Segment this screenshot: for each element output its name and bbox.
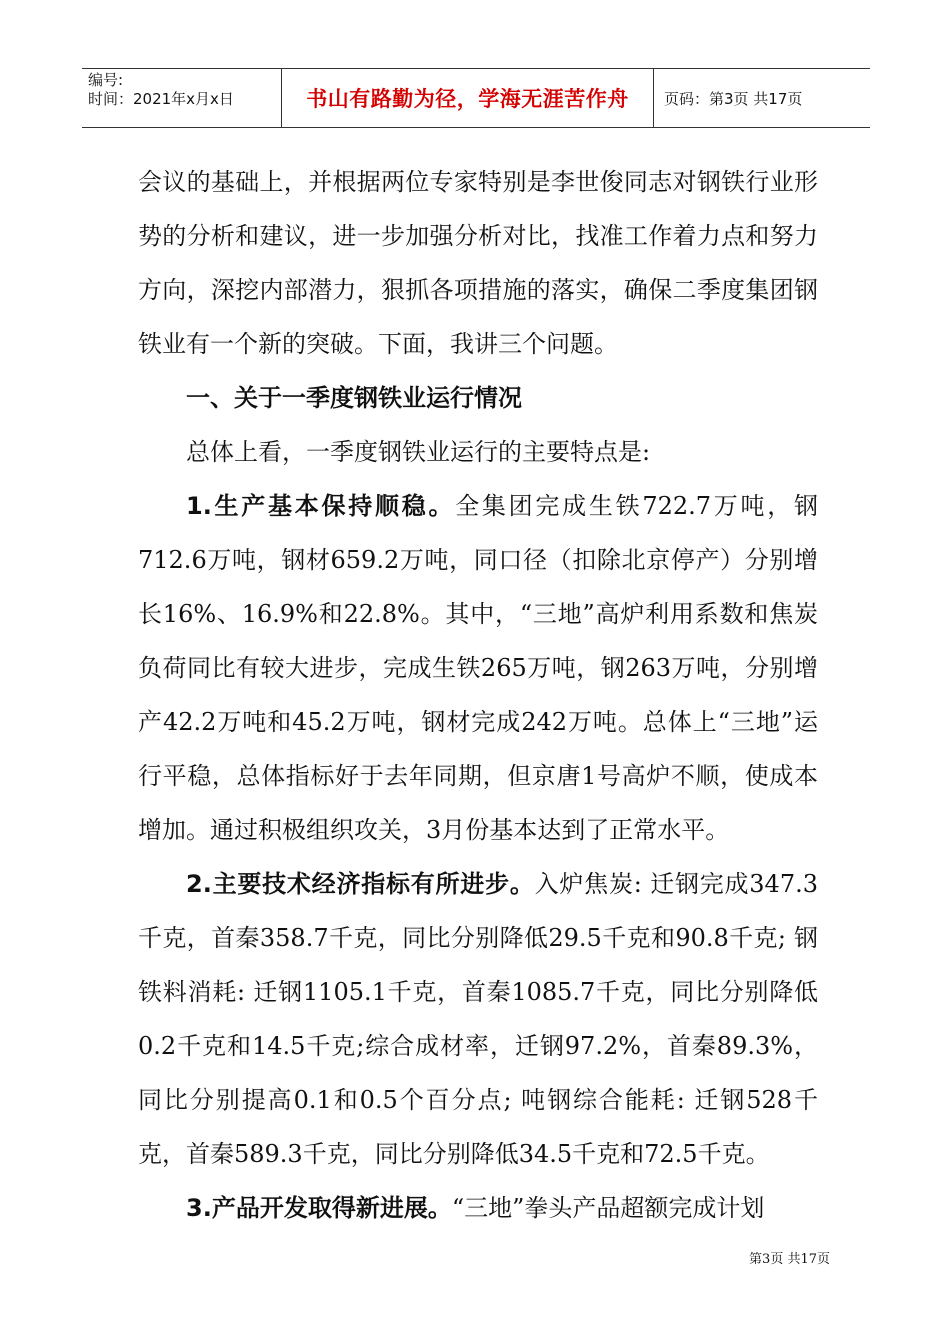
header-page-info: 页码：第3页 共17页 <box>664 89 803 108</box>
header-meta <box>82 69 282 127</box>
item-1-lead: 1.生产基本保持顺稳。 <box>186 492 456 520</box>
summary-paragraph: 总体上看，一季度钢铁业运行的主要特点是: <box>186 438 651 466</box>
header-motto: 书山有路勤为径，学海无涯苦作舟 <box>282 69 654 127</box>
item-1-paragraph <box>138 479 818 857</box>
item-3-lead: 3.产品开发取得新进展。 <box>186 1194 452 1222</box>
item-2-text: 入炉焦炭: 迁钢完成347.3千克，首秦358.7千克，同比分别降低29.5千克和90.8千克; 钢铁料消耗: 迁钢1105.1千克，首秦1085.7千克，同比分别降低0.2千克和14.5千克;综合成材率，迁钢97.2%，首秦89.3%，同比分别提高0.1和0.5个百分点; 吨钢综合能耗: 迁钢528千克，首秦589.3千克，同比分别降低34.5千克和72.5千克。 <box>138 870 818 1168</box>
item-3-paragraph <box>138 1181 818 1235</box>
page-footer: 第3页 共17页 <box>749 1252 830 1267</box>
item-3-text: “三地”拳头产品超额完成计划 <box>451 1194 765 1222</box>
item-1-text: 全集团完成生铁722.7万吨，钢712.6万吨，钢材659.2万吨，同口径（扣除北京停产）分别增长16%、16.9%和22.8%。其中，“三地”高炉利用系数和焦炭负荷同比有较大进步，完成生铁265万吨，钢263万吨，分别增产42.2万吨和45.2万吨，钢材完成242万吨。总体上“三地”运行平稳，总体指标好于去年同期，但京唐1号高炉不顺，使成本增加。通过积极组织攻关，3月份基本达到了正常水平。 <box>138 492 818 844</box>
item-2-paragraph <box>138 857 818 1181</box>
intro-paragraph: 会议的基础上，并根据两位专家特别是李世俊同志对钢铁行业形势的分析和建议，进一步加强分析对比，找准工作着力点和努力方向，深挖内部潜力，狠抓各项措施的落实，确保二季度集团钢铁业有一个新的突破。下面，我讲三个问题。 <box>138 168 818 358</box>
document-body <box>138 155 818 1235</box>
document-header <box>82 68 870 128</box>
section-heading: 一、关于一季度钢铁业运行情况 <box>186 384 522 412</box>
header-date: 时间：2021年x月x日 <box>88 90 234 108</box>
header-number-label: 编号: <box>88 71 124 89</box>
item-2-lead: 2.主要技术经济指标有所进步。 <box>186 870 535 898</box>
